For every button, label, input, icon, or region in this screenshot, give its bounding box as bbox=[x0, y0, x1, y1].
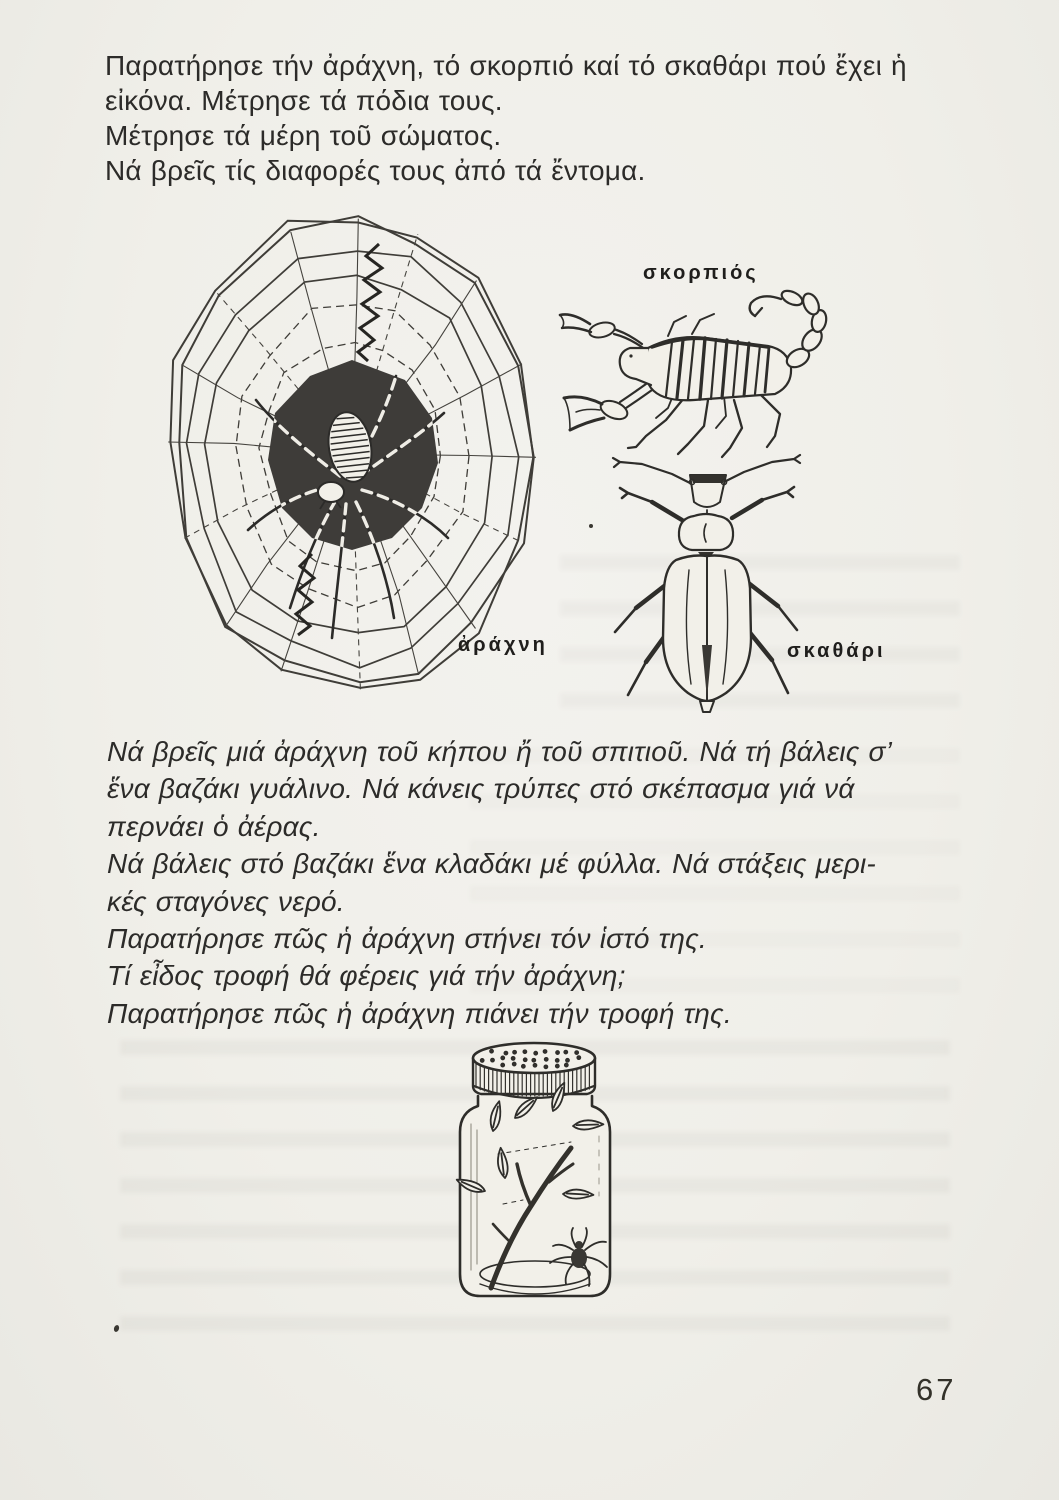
scorpion-stinger bbox=[750, 296, 781, 316]
ink-speck bbox=[589, 524, 593, 528]
text-line: κές σταγόνες νερό. bbox=[107, 885, 345, 917]
beetle-label: σκαθάρι bbox=[787, 640, 886, 662]
text-line: Νά βρεῖς μιά ἀράχνη τοῦ κήπου ἤ τοῦ σπιτιοῦ. Νά τή βάλεις σ’ bbox=[107, 736, 893, 767]
jar-lid bbox=[473, 1043, 595, 1098]
text-line: ἕνα βαζάκι γυάλινο. Νά κάνεις τρύπες στό σκέπασμα γιά νά bbox=[107, 773, 855, 805]
text-line: Παρατήρησε πῶς ἡ ἀράχνη πιάνει τήν τροφή της. bbox=[107, 997, 732, 1029]
text-line: Μέτρησε τά μέρη τοῦ σώματος. bbox=[105, 120, 502, 151]
jar-illustration bbox=[453, 1036, 621, 1311]
page-number: 67 bbox=[916, 1372, 957, 1407]
activity-paragraph bbox=[107, 733, 892, 1032]
spider-label: ἀράχνη bbox=[458, 634, 548, 656]
ink-speck bbox=[113, 1324, 120, 1332]
text-line: Τί εἶδος τροφή θά φέρεις γιά τήν ἀράχνη; bbox=[107, 960, 626, 992]
text-line: Παρατήρησε πῶς ἡ ἀράχνη στήνει τόν ἱστό της. bbox=[107, 923, 707, 955]
text-line: Νά βρεῖς τίς διαφορές τους ἀπό τά ἔντομα. bbox=[105, 155, 646, 186]
text-line: εἰκόνα. Μέτρησε τά πόδια τους. bbox=[105, 85, 503, 116]
text-line: Νά βάλεις στό βαζάκι ἕνα κλαδάκι μέ φύλλα. Νά στάξεις μερι- bbox=[107, 848, 876, 880]
scorpion-illustration bbox=[556, 290, 836, 458]
beetle-illustration bbox=[600, 450, 805, 725]
scorpion-label: σκορπιός bbox=[643, 262, 759, 284]
text-line: Παρατήρησε τήν ἀράχνη, τό σκορπιό καί τό σκαθάρι πού ἔχει ἡ bbox=[105, 50, 907, 81]
scorpion-body bbox=[620, 337, 791, 400]
text-line: περνάει ὁ ἀέρας. bbox=[107, 810, 321, 842]
beetle-elytra bbox=[663, 556, 751, 713]
beetle-head bbox=[689, 475, 726, 516]
intro-paragraph bbox=[105, 48, 907, 188]
spider-web-illustration bbox=[160, 208, 550, 703]
